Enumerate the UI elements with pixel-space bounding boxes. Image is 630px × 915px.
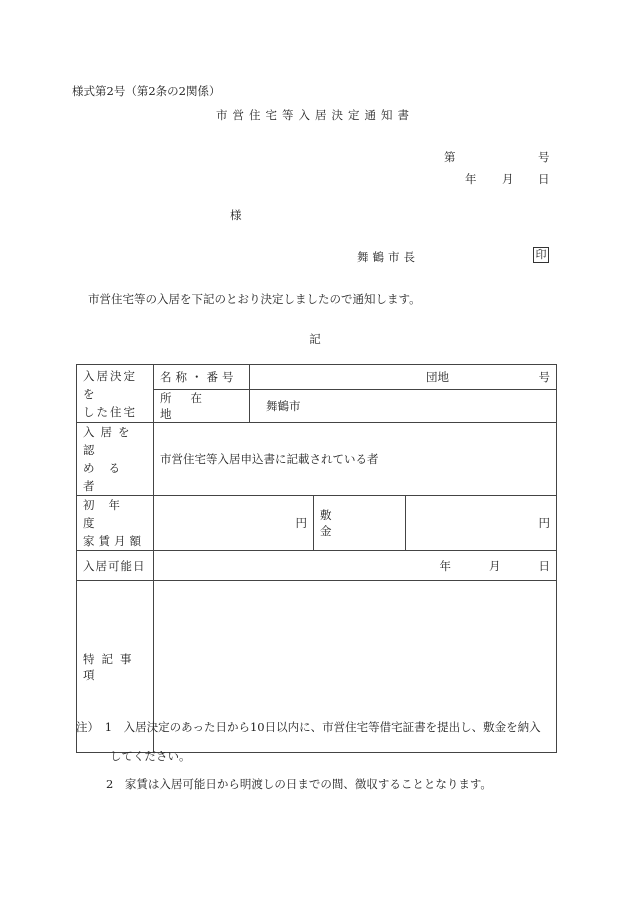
issuer: 舞鶴市長 bbox=[357, 250, 419, 264]
location-value: 舞鶴市 bbox=[250, 390, 557, 423]
movein-day: 日 bbox=[538, 558, 550, 573]
special-label: 特記事項 bbox=[77, 581, 154, 753]
date-day: 日 bbox=[538, 172, 550, 186]
number-prefix: 第 bbox=[444, 150, 456, 164]
date-month: 月 bbox=[502, 172, 514, 186]
note-2: 2 家賃は入居可能日から明渡しの日までの間、徴収することとなります。 bbox=[106, 777, 492, 791]
table-row bbox=[77, 551, 557, 581]
note-1-continued: してください。 bbox=[110, 749, 191, 763]
deposit-yen: 円 bbox=[406, 496, 557, 551]
form-number: 様式第2号（第2条の2関係） bbox=[72, 84, 221, 98]
danchi-label: 団地 bbox=[426, 370, 449, 384]
go-label: 号 bbox=[538, 370, 550, 384]
ki-heading: 記 bbox=[309, 332, 321, 346]
table-row bbox=[77, 365, 557, 390]
movein-month: 月 bbox=[489, 558, 501, 573]
movein-year: 年 bbox=[439, 558, 451, 573]
number-suffix: 号 bbox=[538, 150, 550, 164]
table-row bbox=[77, 496, 557, 551]
approved-label-line2: める者 bbox=[83, 461, 134, 493]
seal-mark: 印 bbox=[533, 247, 549, 263]
note-1: 注） 1 入居決定のあった日から10日以内に、市営住宅等借宅証書を提出し、敷金を納入 bbox=[76, 720, 541, 734]
notice-text: 市営住宅等の入居を下記のとおり決定しましたので通知します。 bbox=[88, 292, 421, 306]
movein-date-cell bbox=[154, 551, 557, 581]
housing-label-line2: した住宅 bbox=[83, 404, 137, 419]
name-label: 名称・番号 bbox=[154, 365, 250, 390]
document-title: 市営住宅等入居決定通知書 bbox=[216, 108, 414, 122]
addressee: 様 bbox=[230, 208, 242, 222]
approved-value: 市営住宅等入居申込書に記載されている者 bbox=[154, 423, 557, 496]
deposit-label: 敷金 bbox=[314, 496, 406, 551]
name-value-cell bbox=[250, 365, 557, 390]
housing-label-line1: 入居決定を bbox=[83, 368, 137, 401]
approved-label-line1: 入居を認 bbox=[83, 425, 136, 457]
decision-table bbox=[76, 364, 557, 753]
approved-label-cell bbox=[77, 423, 154, 496]
rent-label-cell bbox=[77, 496, 154, 551]
date-year: 年 bbox=[465, 172, 477, 186]
rent-label-line2: 家賃月額 bbox=[83, 534, 145, 548]
location-label: 所在地 bbox=[154, 390, 250, 423]
rent-label-line1: 初年度 bbox=[83, 498, 134, 530]
housing-label-cell bbox=[77, 365, 154, 423]
rent-yen: 円 bbox=[154, 496, 314, 551]
table-row bbox=[77, 423, 557, 496]
movein-label: 入居可能日 bbox=[77, 551, 154, 581]
